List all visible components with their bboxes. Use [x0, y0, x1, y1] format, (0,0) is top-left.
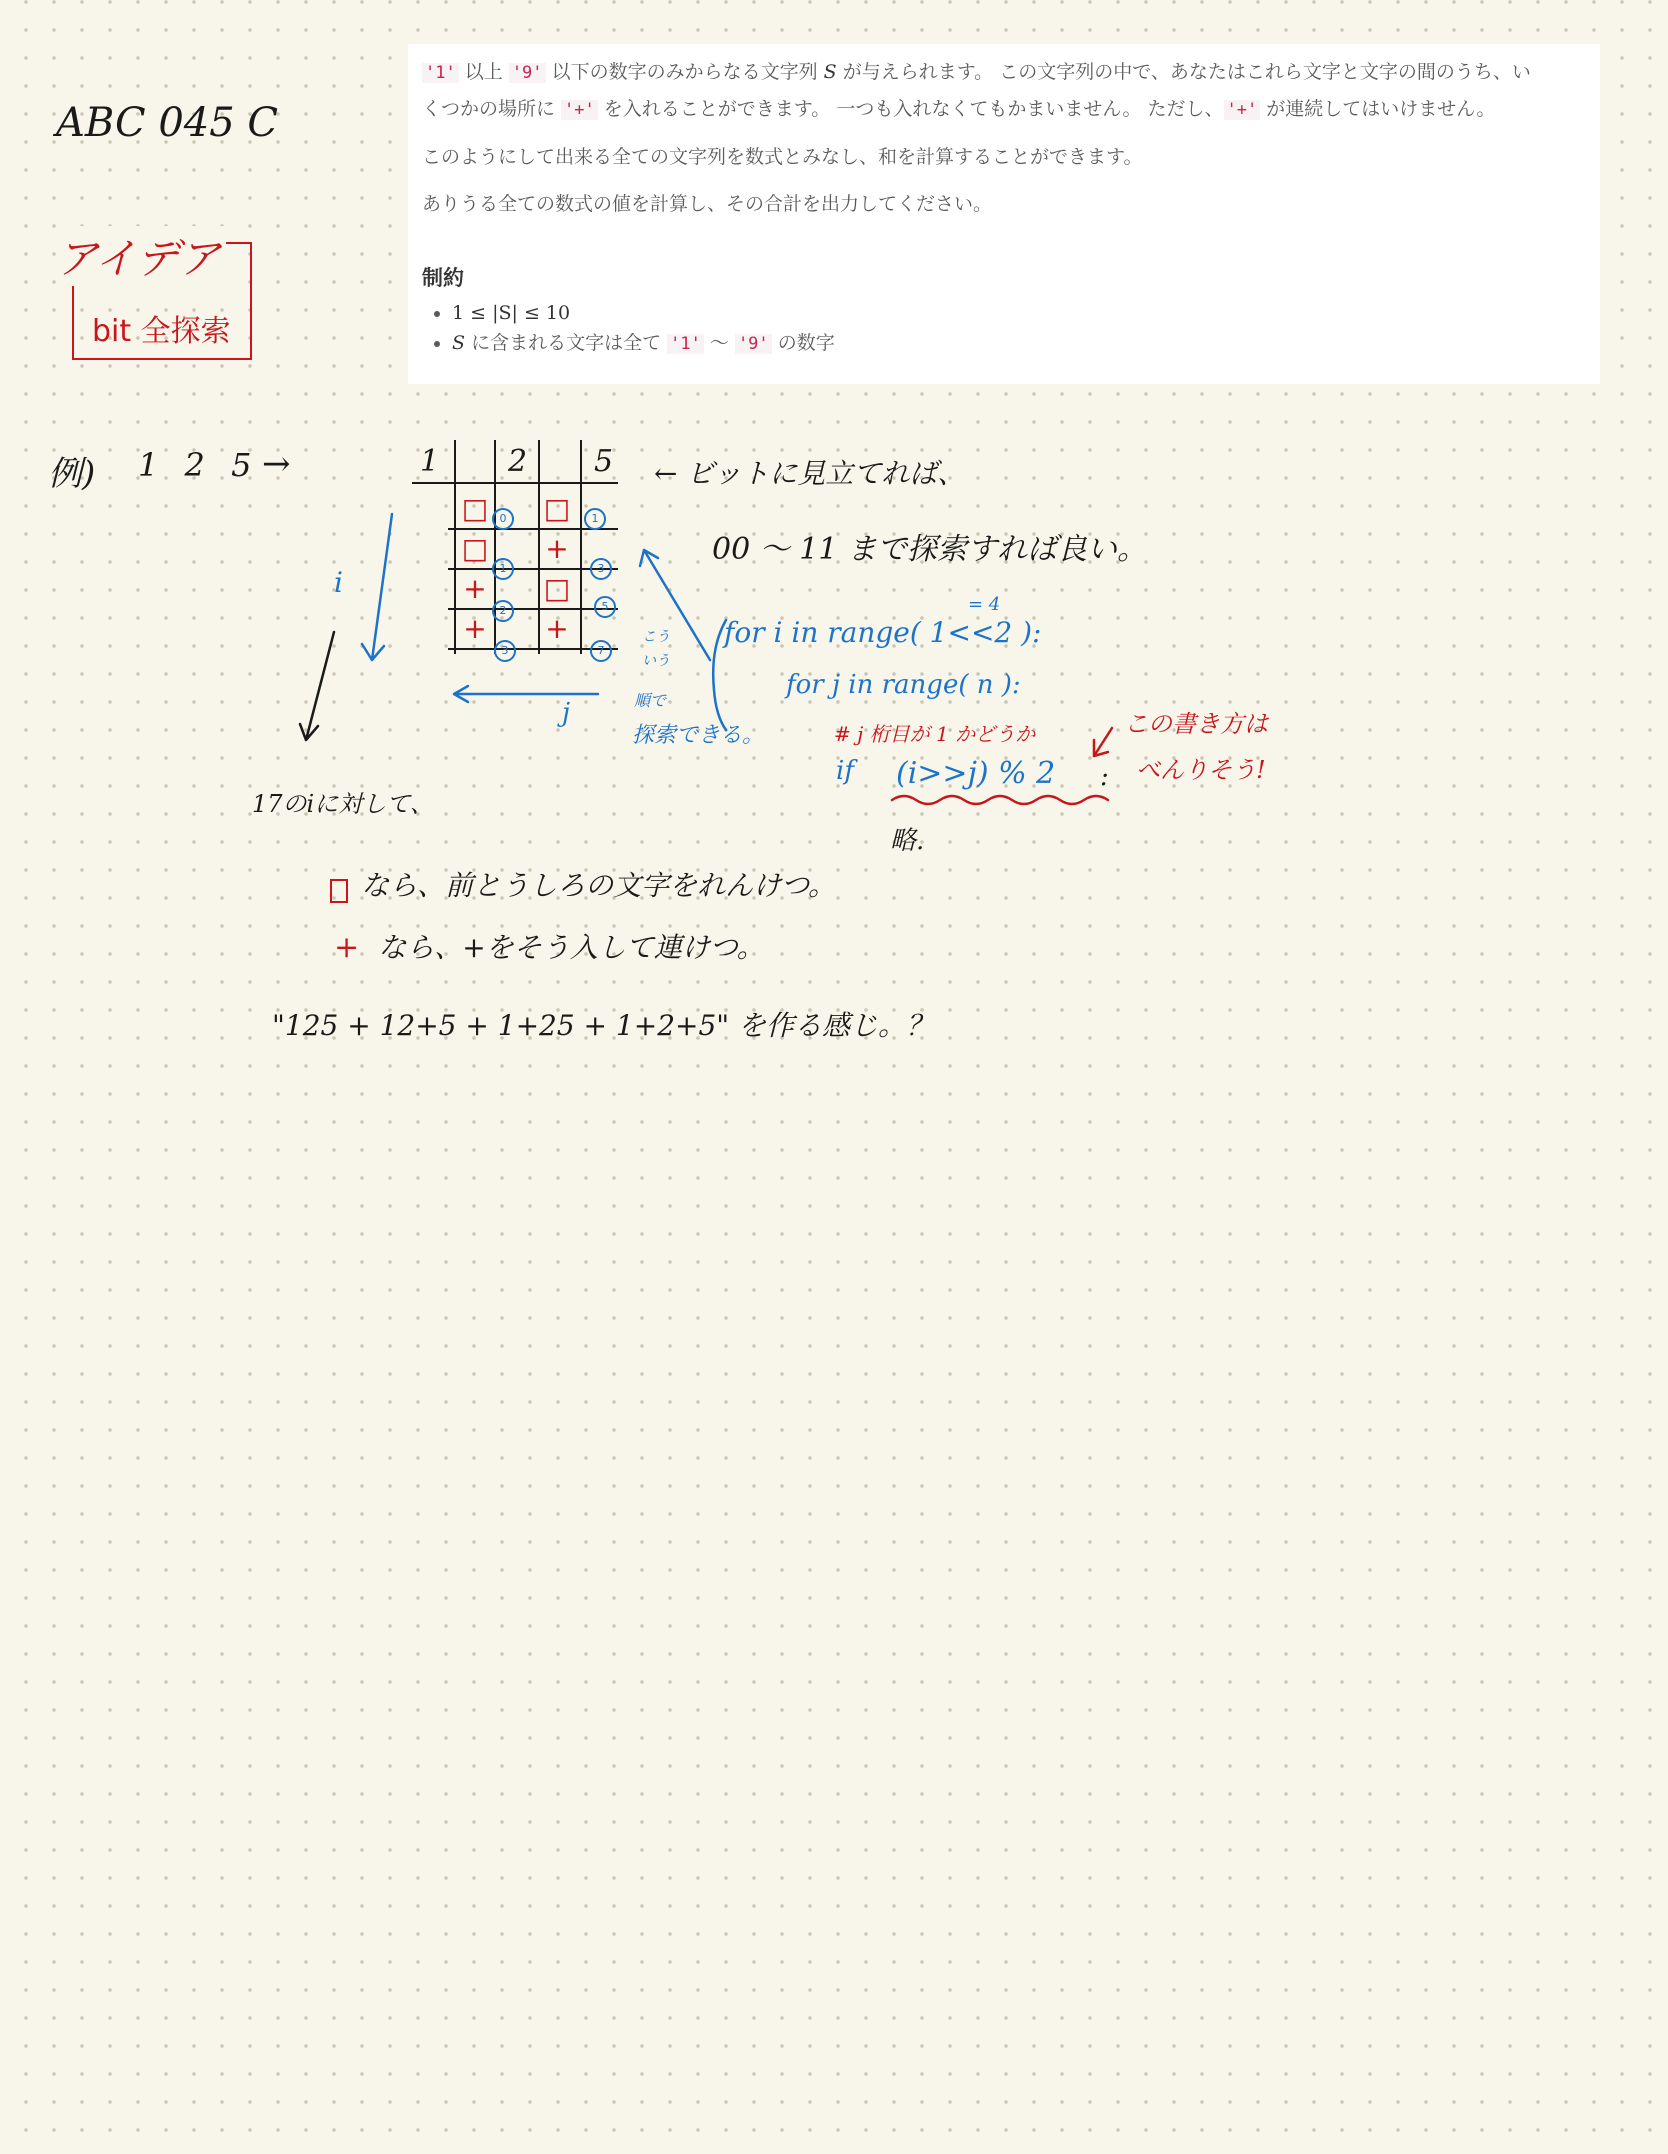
circle-number-icon: 7 [590, 640, 612, 662]
grid-cell-2-1: □ [543, 572, 571, 605]
problem-paragraph-2: このようにして出来る全ての文字列を数式とみなし、和を計算することができます。 [422, 146, 1143, 168]
code-nine: '9' [735, 334, 772, 354]
circle-number-icon: 5 [594, 596, 616, 618]
text: が連続してはいけません。 [1260, 98, 1496, 120]
code-omit: 略. [890, 826, 925, 856]
constraint-length-text: 1 ≤ |S| ≤ 10 [452, 302, 571, 324]
grid-header-1: 1 [420, 444, 440, 479]
example-arrow: → [262, 444, 291, 484]
text: が与えられます。 この文字列の中で、あなたはこれら文字と文字の間のうち、い [836, 61, 1531, 83]
grid-cell-0-1: □ [543, 492, 571, 525]
grid-cell-1-1: + [545, 532, 569, 565]
circle-number-icon: 1 [492, 558, 514, 580]
grid-cell-3-0: + [463, 612, 487, 645]
circle-number-icon: 2 [492, 600, 514, 622]
tip-note: この書き方は [1124, 710, 1268, 738]
text: 以上 [458, 61, 509, 83]
arrow-down-icon [362, 514, 392, 660]
idea-label: アイデア [56, 226, 226, 286]
label-j: j [562, 698, 571, 728]
code-colon: : [1100, 762, 1109, 792]
circle-number-icon: 0 [492, 508, 514, 530]
grid-cell-2-0: + [463, 572, 487, 605]
result-note: "125 + 12+5 + 1+25 + 1+2+5" を作る感じ。？ [272, 1009, 935, 1042]
for-each-i: 17のiに対して、 [252, 790, 434, 818]
small-note: いう [642, 653, 670, 669]
idea-text: bit 全探索 [92, 314, 231, 349]
arrow-left-icon [454, 686, 598, 702]
tip-note: べんりそう! [1136, 756, 1266, 784]
small-note: こう [642, 629, 670, 645]
code-nine: '9' [509, 63, 546, 83]
circle-number-icon: 3 [590, 558, 612, 580]
eq-four: = 4 [968, 594, 1001, 615]
problem-paragraph-3: ありうる全ての数式の値を計算し、その合計を出力してください。 [422, 193, 993, 215]
circle-number-icon: 1 [584, 508, 606, 530]
plus-mark: + [334, 930, 360, 965]
arrow-down-icon [300, 632, 334, 740]
example-label: 例) [48, 454, 96, 494]
search-range-note: 00 〜 11 まで探索すれば良い。 [712, 532, 1147, 567]
code-plus: '+' [561, 100, 598, 120]
text: 以下の数字のみからなる文字列 [545, 61, 824, 83]
box-icon [330, 879, 348, 903]
text: を入れることができます。 一つも入れなくてもかまいません。 ただし、 [597, 98, 1224, 120]
rule-box-row [330, 864, 836, 904]
grid-cell-3-1: + [545, 612, 569, 645]
text: くつかの場所に [422, 98, 562, 120]
constraints-heading: 制約 [422, 266, 464, 290]
code-for-j: for j in range( n ): [786, 670, 1021, 700]
grid-cell-1-0: □ [461, 532, 489, 565]
circle-number-icon: 3 [494, 640, 516, 662]
bit-note: ← ビットに見立てれば、 [654, 457, 966, 490]
rule-plus-text: なら、+をそう入して連けつ。 [378, 931, 765, 964]
grid-cell-0-0: □ [461, 492, 489, 525]
code-for-i: for i in range( 1<<2 ): [724, 616, 1042, 649]
rule-plus-row [334, 926, 765, 966]
code-expr: (i>>j) % 2 [896, 756, 1056, 791]
code-one: '1' [667, 334, 704, 354]
rule-box-text: なら、前とうしろの文字をれんけつ。 [361, 869, 836, 902]
code-one: '1' [422, 63, 459, 83]
code-comment: # j 桁目が 1 かどうか [834, 722, 1036, 746]
grid-header-2: 2 [508, 444, 528, 479]
underline-squiggle [892, 796, 1108, 804]
small-note: 探索できる。 [632, 723, 765, 748]
code-plus: '+' [1224, 100, 1261, 120]
text: ～ [703, 332, 735, 354]
grid-header-5: 5 [594, 444, 614, 479]
arrow-down-left-icon [1094, 728, 1112, 756]
var-s: S [452, 332, 466, 354]
text: の数字 [771, 332, 835, 354]
code-if: if [836, 756, 854, 786]
label-i: i [334, 566, 343, 599]
var-s: S [823, 61, 837, 83]
example-value: 1 2 5 [138, 446, 260, 484]
text: に含まれる文字は全て [465, 332, 668, 354]
note-title: ABC 045 C [56, 100, 279, 146]
small-note: 順で [634, 691, 667, 710]
